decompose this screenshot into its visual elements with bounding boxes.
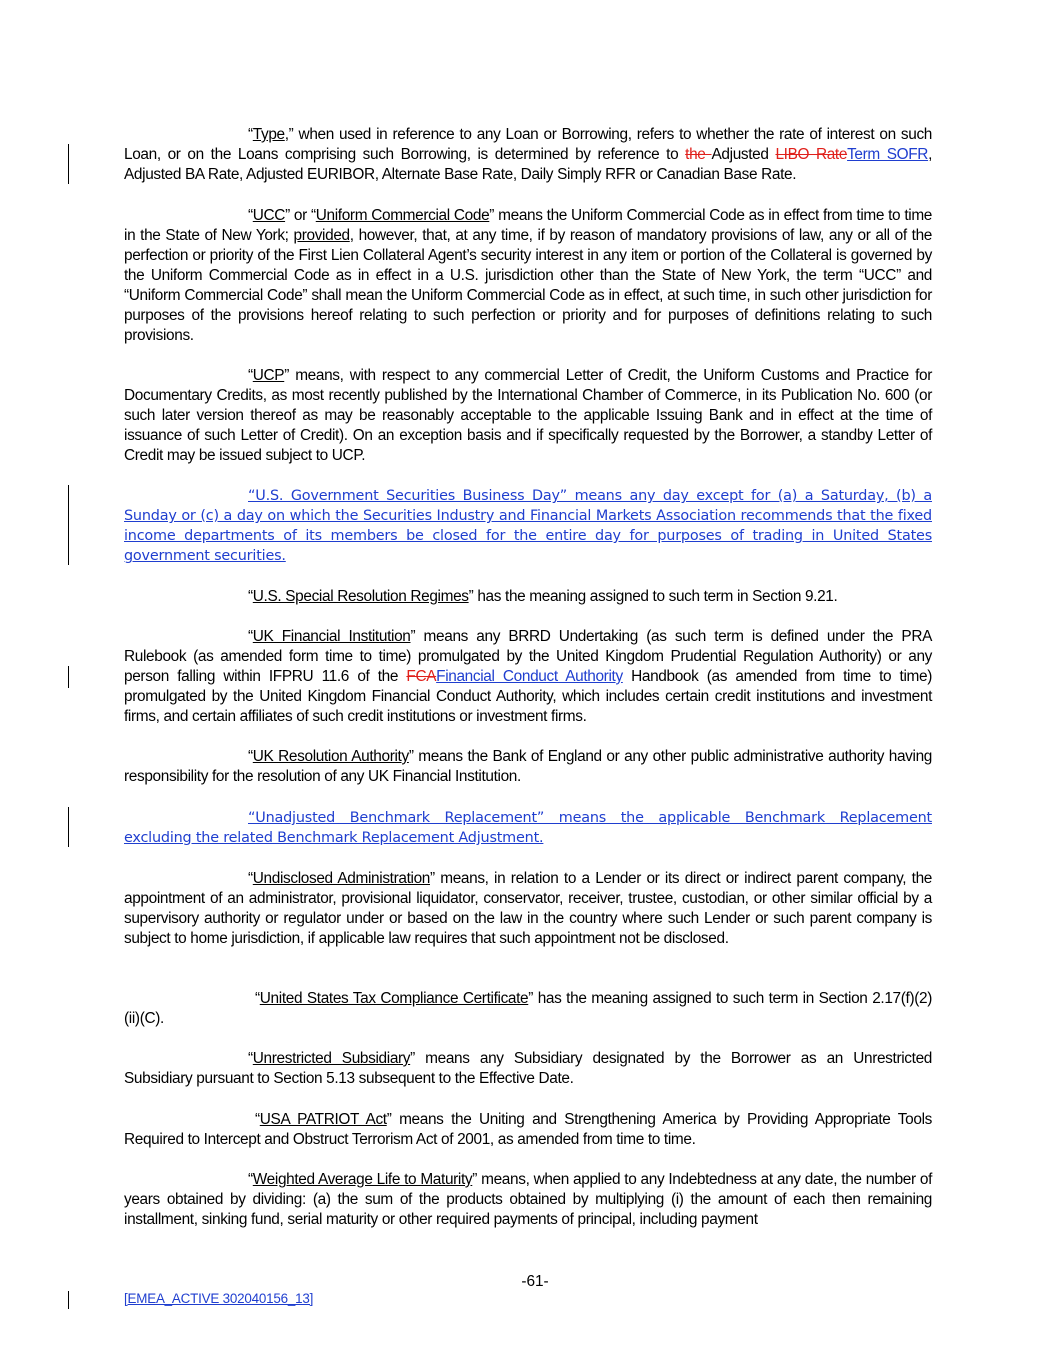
- change-bar: [68, 666, 69, 688]
- defined-term: Undisclosed Administration: [252, 870, 430, 887]
- definition-text: ” means, when applied to any Indebtedness at any date, the number of years obtained by dividing: (a) the sum of the products obtained by multiplying (i) the amount of each then remaining installment, sinking fund, serial maturity or other required payments of principal, including payment: [124, 1171, 932, 1228]
- quote: “: [248, 870, 253, 887]
- quote: “: [248, 628, 253, 645]
- quote: “: [248, 207, 253, 224]
- page-number: -61-: [521, 1273, 549, 1290]
- quote: “: [248, 126, 253, 143]
- definition-uk-financial-institution: [124, 627, 932, 727]
- change-bar: [68, 807, 69, 847]
- definition-text: ” or “: [285, 207, 316, 224]
- quote: “: [248, 588, 253, 605]
- quote: “: [255, 1111, 260, 1128]
- quote: “: [248, 1050, 253, 1067]
- inserted-text: “U.S. Government Securities Business Day” means any day except for (a) a Saturday, (b) a Sunday or (c) a day on which the Securities Industry and Financial Markets Association recommends that the fixed income departments of its members be closed for the entire day for purposes of trading in United States government securities.: [124, 488, 932, 564]
- definition-ucc: [124, 206, 932, 346]
- inserted-text: Financial Conduct Authority: [436, 668, 623, 685]
- inserted-text: Term SOFR: [847, 146, 929, 163]
- definition-text: , however, that, at any time, if by reason of mandatory provisions of law, any or all of the perfection or priority of the First Lien Collateral Agent’s security interest in any item or portion of the Collateral is governed by the Uniform Commercial Code as in effect in a U.S. jurisdiction other than the State of New York, the term “UCC” and “Uniform Commercial Code” shall mean the Uniform Commercial Code as in effect, at such time, in such other jurisdiction for purposes of the provisions hereof relating to such perfection or priority and for purposes of definitions relating to such provisions.: [124, 227, 932, 344]
- deleted-text: FCA: [406, 668, 437, 685]
- quote: “: [248, 367, 253, 384]
- defined-term: UK Financial Institution: [252, 628, 411, 645]
- definition-united-states-tax-compliance-certificate: [124, 989, 932, 1029]
- definition-text: ” means, in relation to a Lender or its direct or indirect parent company, the appointment of an administrator, provisional liquidator, conservator, receiver, trustee, custodian, or other similar official by a supervisory authority or regulator under or based on the law in the country where such Lender or such parent company is subject to home jurisdiction, if applicable law requires that such appointment not be disclosed.: [124, 870, 932, 947]
- defined-term: Weighted Average Life to Maturity: [252, 1171, 473, 1188]
- defined-term: Type: [252, 126, 285, 143]
- provided-term: provided: [293, 227, 350, 244]
- defined-term: UCP: [252, 367, 285, 384]
- definition-weighted-average-life-to-maturity: [124, 1170, 932, 1230]
- definition-ucp: [124, 366, 932, 466]
- defined-term: United States Tax Compliance Certificate: [259, 990, 529, 1007]
- definition-text: ” means the Bank of England or any other public administrative authority having responsibility for the resolution of any UK Financial Institution.: [124, 748, 932, 785]
- defined-term: USA PATRIOT Act: [259, 1111, 387, 1128]
- definition-text: ” means any Subsidiary designated by the Borrower as an Unrestricted Subsidiary pursuant to Section 5.13 subsequent to the Effective Date.: [124, 1050, 932, 1087]
- change-bar: [68, 144, 69, 184]
- definition-us-special-resolution-regimes: [124, 587, 932, 607]
- change-bar: [68, 485, 69, 565]
- quote: “: [248, 1171, 253, 1188]
- deleted-text: LIBO Rate: [775, 146, 848, 163]
- defined-term: UCC: [252, 207, 286, 224]
- definition-usa-patriot-act: [124, 1110, 932, 1150]
- definition-text: ” means any BRRD Undertaking (as such term is defined under the PRA Rulebook (as amended form time to time) promulgated by the United Kingdom Prudential Regulation Authority) or any person falling within IFPRU 11.6 of the: [124, 628, 932, 685]
- definition-text: ” means the Uniting and Strengthening America by Providing Appropriate Tools Required to Intercept and Obstruct Terrorism Act of 2001, as amended from time to time.: [124, 1111, 932, 1148]
- definition-unrestricted-subsidiary: [124, 1049, 932, 1089]
- inserted-text: “Unadjusted Benchmark Replacement” means the applicable Benchmark Replacement excluding the related Benchmark Replacement Adjustment.: [124, 810, 932, 846]
- defined-term: U.S. Special Resolution Regimes: [252, 588, 469, 605]
- quote: “: [255, 990, 260, 1007]
- defined-term: Uniform Commercial Code: [315, 207, 490, 224]
- defined-term: UK Resolution Authority: [252, 748, 409, 765]
- definition-text: ” means the Uniform Commercial Code as in effect from time to time in the State of New York;: [124, 207, 933, 244]
- definition-text: Handbook (as amended from time to time) promulgated by the United Kingdom Financial Conduct Authority, which includes certain credit institutions and investment firms, and certain affiliates of such credit institutions or investment firms.: [124, 668, 932, 725]
- definition-text: ,” when used in reference to any Loan or Borrowing, refers to whether the rate of interest on such Loan, or on the Loans comprising such Borrowing, is determined by reference to: [124, 126, 932, 163]
- definition-us-government-securities-business-day: [124, 486, 932, 566]
- document-footer-id: [EMEA_ACTIVE 302040156_13]: [124, 1291, 314, 1306]
- change-bar: [68, 1291, 69, 1309]
- definition-uk-resolution-authority: [124, 747, 932, 787]
- deleted-text: the: [685, 146, 712, 163]
- definition-unadjusted-benchmark-replacement: [124, 808, 932, 848]
- defined-term: Unrestricted Subsidiary: [252, 1050, 411, 1067]
- definition-text: , Adjusted BA Rate, Adjusted EURIBOR, Alternate Base Rate, Daily Simply RFR or Canadian Base Rate.: [124, 146, 932, 183]
- definition-text: ” means, with respect to any commercial Letter of Credit, the Uniform Customs and Practice for Documentary Credits, as most recently published by the International Chamber of Commerce, in its Publication No. 600 (or such later version thereof as may be reasonably acceptable to the applicable Issuing Bank and in effect at the time of issuance of such Letter of Credit). On an exception basis and if specifically requested by the Borrower, a standby Letter of Credit may be issued subject to UCP.: [124, 367, 932, 464]
- definition-text: ” has the meaning assigned to such term in Section 9.21.: [468, 588, 838, 605]
- definition-text: Adjusted: [711, 146, 776, 163]
- quote: “: [248, 748, 253, 765]
- definition-text: ” has the meaning assigned to such term in Section 2.17(f)(2)(ii)(C).: [124, 990, 932, 1027]
- definition-type: [124, 125, 932, 185]
- definition-undisclosed-administration: [124, 869, 932, 949]
